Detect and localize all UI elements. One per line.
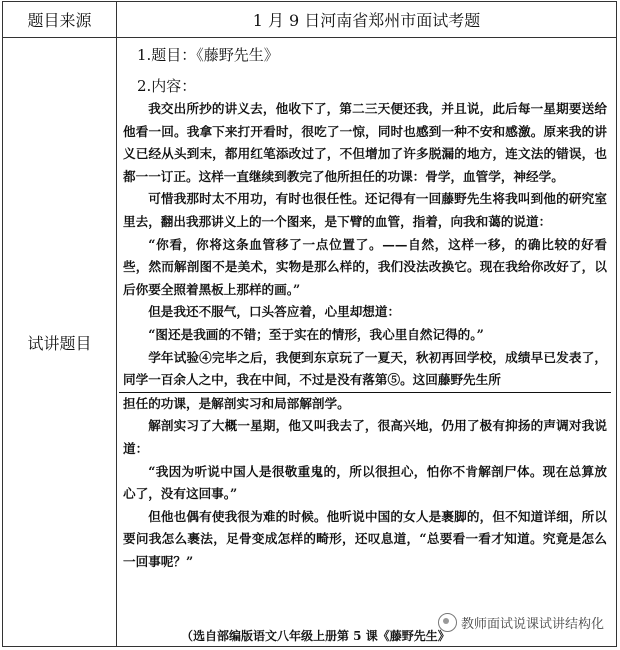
passage-paragraph: 但他也偶有使我很为难的时候。他听说中国的女人是裹脚的，但不知道详细，所以要问我怎么裹法，足骨变成怎样的畸形，还叹息道，“总要看一看才知道。究竟是怎么一回事呢？” [123,508,607,569]
column-divider [116,2,117,646]
passage-paragraph: 我交出所抄的讲义去，他收下了，第二三天便还我，并且说，此后每一星期要送给他看一回。我拿下来打开看时，很吃了一惊，同时也感到一种不安和感激。原来我的讲义已经从头到末，都用红笔添改过了，不但增加了许多脱漏的地方，连文法的错误，也都一一订正。这样一直继续到教完了他所担任的功课：骨学，血管学，神经学。 [123,101,607,184]
passage-paragraph: 可惜我那时太不用功，有时也很任性。还记得有一回藤野先生将我叫到他的研究室里去，翻出我那讲义上的一个图来，是下臂的血管，指着，向我和蔼的说道： [123,191,607,229]
header-source-label: 题目来源 [27,11,92,30]
passage-text [123,98,607,573]
passage-paragraph: “我因为听说中国人是很敬重鬼的，所以很担心，怕你不肯解剖尸体。现在总算放心了，没有这回事。” [123,463,607,502]
passage-paragraph: 担任的功课，是解剖实习和局部解剖学。 [123,395,350,411]
passage-paragraph: “你看，你将这条血管移了一点位置了。——自然，这样一移，的确比较的好看些，然而解剖图不是美术，实物是那么样的，我们没法改换它。现在我给你改好了，以后你要全照着黑板上那样的画。” [123,236,607,297]
watermark-text: 教师面试说课试讲结构化 [460,617,604,632]
header-exam-title: 1 月 9 日河南省郑州市面试考题 [252,11,481,30]
topic-title: 1.题目：《藤野先生》 [137,46,279,64]
exam-table [2,1,617,647]
passage-paragraph: 解剖实习了大概一星期，他又叫我去了，很高兴地，仍用了极有抑扬的声调对我说道： [123,418,607,456]
passage-paragraph: “图还是我画的不错；至于实在的情形，我心里自然记得的。” [148,326,484,342]
wechat-logo-icon [438,613,457,632]
source-note: （选自部编版语文八年级上册第 5 课《藤野先生》 [181,629,450,643]
topic-content-cell [121,38,612,646]
passage-paragraph: 学年试验④完毕之后，我便到东京玩了一夏天，秋初再回学校，成绩早已发表了，同学一百余人之中，我在中间，不过是没有落第⑤。这回藤野先生所 [123,349,607,388]
watermark [438,613,604,632]
passage-paragraph: 但是我还不服气，口头答应着，心里却想道： [148,304,401,320]
content-label: 2.内容： [137,77,197,95]
row-label-trial-topic: 试讲题目 [27,333,92,353]
